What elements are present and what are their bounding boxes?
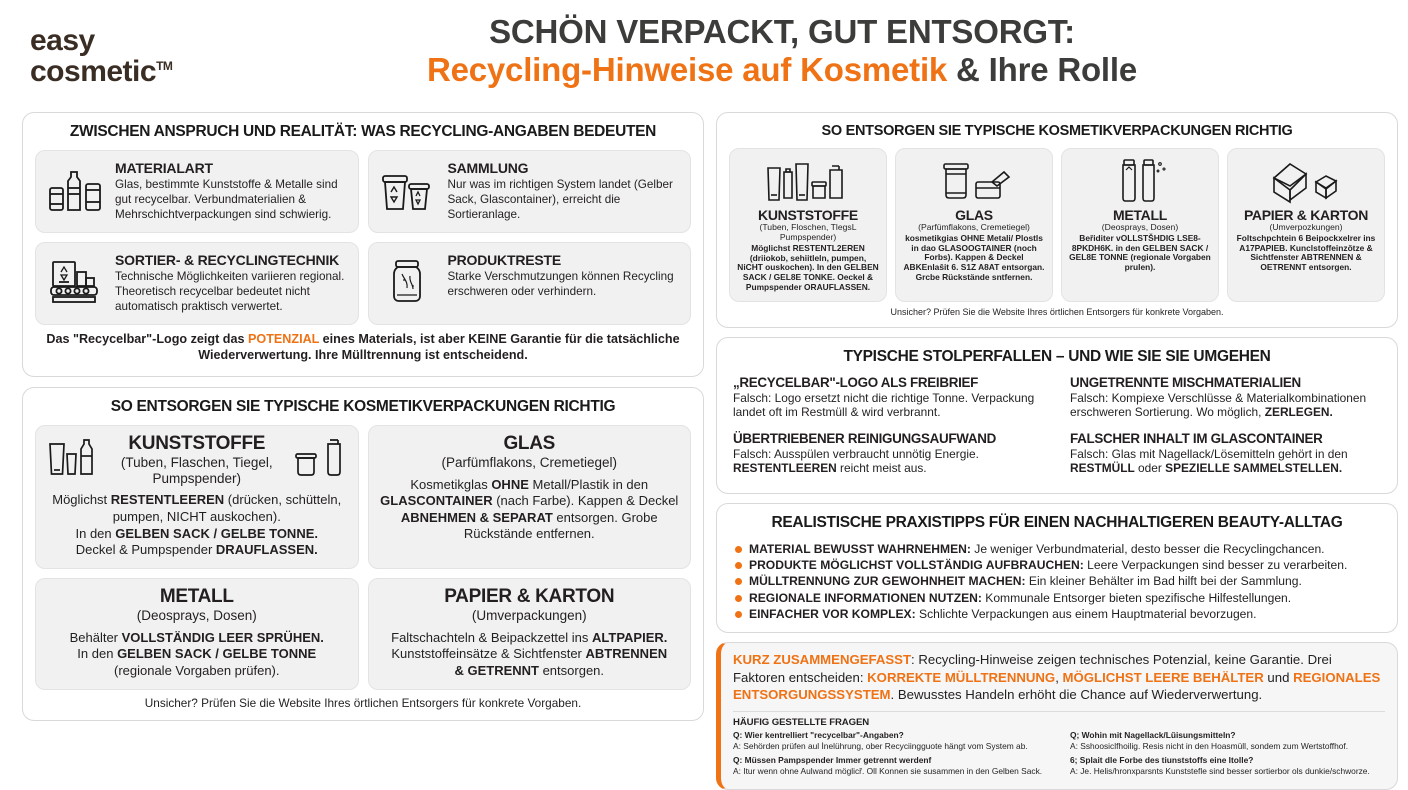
pitfall-heading: UNGETRENNTE MISCHMATERIALIEN — [1070, 374, 1301, 390]
pitfall-heading: FALSCHER INHALT IM GLASCONTAINER — [1070, 430, 1323, 446]
pitfall-item — [733, 431, 1044, 483]
meaning-card-heading: SORTIER- & RECYCLINGTECHNIK — [115, 252, 340, 268]
tip-item — [735, 557, 1379, 573]
summary-text — [733, 651, 1385, 704]
disposal-card-papier — [368, 578, 692, 690]
faq-item — [733, 755, 1048, 776]
disposal-card-sub: (Parfümflakons, Cremetiegel) — [441, 454, 618, 470]
minicard-sub: (Tuben, Floschen, TlegsL Pumpspender) — [759, 222, 857, 242]
panel-recycling-meaning — [22, 112, 704, 377]
disposal-card-kunststoffe — [35, 425, 359, 569]
disposal-card-heading: PAPIER & KARTON — [444, 585, 615, 607]
spray-can-icon — [1068, 156, 1212, 204]
disposal-card-body: Kosmetikglas OHNE Metall/Plastik in den GLASCONTAINER (nach Farbe). Kappen & Deckel ABNEHMEN & SEPARAT entsorgen. Grobe Rückstände entfernen. — [380, 476, 679, 542]
footnote-part-a: Das "Recycelbar"-Logo zeigt das — [46, 332, 248, 346]
minicard-metall — [1061, 148, 1219, 302]
meaning-card-heading: MATERIALART — [115, 160, 213, 176]
tip-label: MATERIAL BEWUSST WAHRNEHMEN: — [749, 541, 971, 556]
title-rest: & Ihre Rolle — [947, 50, 1138, 88]
faq-item — [733, 730, 1048, 751]
meaning-card-sortiertechnik — [35, 242, 359, 325]
meaning-card-materialart — [35, 150, 359, 233]
pitfall-text: Falsch: Kompiexe Verschlüsse & Materialkombinationen erschweren Sortierung. Wo möglich, ZERLEGEN. — [1070, 390, 1367, 420]
tubes-bottles-icon — [46, 436, 102, 485]
panel-practical-tips — [716, 503, 1398, 634]
meaning-footnote — [35, 325, 691, 366]
faq-question: Q: Wier kentrelliert "recycelbar"-Angaben? — [733, 730, 904, 741]
tips-list — [729, 541, 1385, 623]
pitfalls-title: TYPISCHE STOLPERFALLEN – UND WIE SIE SIE UMGEHEN — [843, 347, 1271, 365]
minicard-heading: KUNSTSTOFFE — [758, 207, 858, 223]
minicard-heading: GLAS — [955, 207, 993, 223]
faq-column-left — [733, 730, 1048, 780]
minicard-glas — [895, 148, 1053, 302]
summary-divider — [733, 711, 1385, 712]
left-column — [22, 112, 704, 790]
meaning-card-heading: PRODUKTRESTE — [447, 252, 561, 268]
bullet-dot-icon — [735, 611, 742, 618]
disposal-card-heading: KUNSTSTOFFE — [128, 432, 266, 454]
recycling-bins-icon — [380, 160, 438, 218]
minicard-heading: PAPIER & KARTON — [1243, 207, 1369, 223]
tip-text: Schlichte Verpackungen aus einem Hauptmaterial bevorzugen. — [915, 607, 1257, 622]
minicard-kunststoffe — [729, 148, 887, 302]
tip-label: EINFACHER VOR KOMPLEX: — [749, 607, 916, 622]
disposal-card-metall — [35, 578, 359, 690]
pitfalls-grid — [729, 375, 1385, 483]
title-highlight: Recycling-Hinweise auf Kosmetik — [426, 50, 948, 88]
meaning-card-grid — [35, 150, 691, 325]
right-column — [716, 112, 1398, 790]
summary-hl2: MÖGLICHST LEERE BEHÄLTER — [1062, 669, 1264, 685]
meaning-card-text: Glas, bestimmte Kunststoffe & Metalle sind gut recycelbar. Verbundmaterialien & Mehrschichtverpackungen sind schwierig. — [115, 178, 338, 222]
title-line-2 — [330, 51, 1234, 90]
faq-answer: A: Sshoosiclfhoilig. Resis nicht in den Hoasmüll, sondem zum Wertstoffhof. — [1070, 740, 1349, 751]
jar-pump-icon — [292, 436, 348, 485]
panel-summary — [716, 642, 1398, 790]
content-columns — [0, 112, 1408, 790]
tip-item — [735, 541, 1379, 557]
tip-label: MÜLLTRENNUNG ZUR GEWOHNHEIT MACHEN: — [749, 574, 1026, 589]
carton-box-icon — [1234, 156, 1378, 204]
disposal-card-sub: (Umverpackungen) — [471, 607, 587, 623]
pitfall-heading: „RECYCELBAR"-LOGO ALS FREIBRIEF — [733, 374, 979, 390]
panel-pitfalls — [716, 337, 1398, 494]
minicard-body: kosmetikgias OHNE Metali/ Plostls in dao GLASOOGTAINER (noch Forbs). Kappen & Deckel ABKEnlaŝit 6. S1Z A8AT entsorgan. Grcbe Rückstände sntfernen. — [903, 232, 1045, 282]
tip-text: Kommunale Entsorger bieten spezifische Hilfestellungen. — [981, 590, 1292, 605]
summary-t4: . Bewusstes Handeln erhöht die Chance auf Wiederverwertung. — [890, 687, 1263, 703]
tip-label: PRODUKTE MÖGLICHST VOLLSTÄNDIG AUFBRAUCHEN: — [749, 558, 1084, 573]
disposal-card-grid — [35, 425, 691, 690]
disposal-card-glas — [368, 425, 692, 569]
disposal-card-heading: METALL — [159, 585, 234, 607]
pitfall-text: Falsch: Ausspülen verbraucht unnötig Energie. RESTENTLEEREN reicht meist aus. — [733, 446, 979, 476]
bottles-icon — [47, 160, 105, 218]
pitfall-item — [1070, 375, 1381, 427]
faq-grid — [733, 730, 1385, 780]
bullet-dot-icon — [735, 562, 742, 569]
trademark-symbol: TM — [156, 58, 173, 73]
minicard-body: Beřiditer vOLLSTŠHDIG LSE8-8PKDH6K. in den GELBEN SACK / GEL8E TONNE (regionale Vorgaben prulen). — [1069, 232, 1211, 273]
minicard-sub: (Umverpozkungen) — [1269, 222, 1343, 233]
disposal-right-note: Unsicher? Prüfen Sie die Website Ihres örtlichen Entsorgers für konkrete Vorgaben. — [890, 306, 1224, 317]
meaning-card-produktreste — [368, 242, 692, 325]
tip-label: REGIONALE INFORMATIONEN NUTZEN: — [749, 590, 982, 605]
tip-text: Je weniger Verbundmaterial, desto besser die Recyclingchancen. — [970, 541, 1325, 556]
tips-title: REALISTISCHE PRAXISTIPPS FÜR EINEN NACHHALTIGEREN BEAUTY-ALLTAG — [771, 513, 1343, 531]
tip-item — [735, 590, 1379, 606]
minicard-heading: METALL — [1113, 207, 1167, 223]
summary-t2: , — [1055, 669, 1063, 685]
bullet-dot-icon — [735, 546, 742, 553]
minicard-papier — [1227, 148, 1385, 302]
page-title — [330, 14, 1384, 90]
disposal-card-sub: (Tuben, Flaschen, Tiegel, Pumpspender) — [120, 454, 273, 486]
faq-title: HÄUFIG GESTELLTE FRAGEN — [733, 717, 870, 729]
summary-hl3: REGIONALES ENTSORGUNGSSYSTEM — [733, 669, 1381, 703]
dirty-jar-icon — [380, 252, 438, 306]
disposal-card-heading: GLAS — [503, 432, 556, 454]
disposal-right-title: SO ENTSORGEN SIE TYPISCHE KOSMETIKVERPACKUNGEN RICHTIG — [821, 123, 1293, 139]
panel-meaning-title: ZWISCHEN ANSPRUCH UND REALITÄT: WAS RECYCLING-ANGABEN BEDEUTEN — [69, 123, 657, 140]
pitfall-item — [733, 375, 1044, 427]
bullet-dot-icon — [735, 595, 742, 602]
minicard-body: Foltschpchtein 6 Beipockxelrer ins A17PAPIEB. Kunclstoffeinzŏtze & Sichtfenster ABTRENNEN & OETRENNT entsorgen. — [1236, 232, 1376, 273]
bullet-dot-icon — [735, 578, 742, 585]
pitfall-heading: ÜBERTRIEBENER REINIGUNGSAUFWAND — [733, 430, 996, 446]
meaning-card-heading: SAMMLUNG — [447, 160, 529, 176]
meaning-card-text: Nur was im richtigen System landet (Gelber Sack, Glascontainer), erreicht die Sortieranlage. — [447, 178, 673, 222]
faq-question: Q; Wohin mit Nagellack/Lŭisungsmitteln? — [1070, 730, 1236, 741]
pitfall-item — [1070, 431, 1381, 483]
brand-logo-line2: cosmetic — [30, 54, 157, 88]
title-line-1: SCHÖN VERPACKT, GUT ENTSORGT: — [489, 13, 1075, 50]
header — [0, 0, 1408, 112]
meaning-card-sammlung — [368, 150, 692, 233]
minicard-sub: (Deosprays, Dosen) — [1101, 222, 1179, 233]
minicard-sub: (Parfümflakons, Cremetiegel) — [918, 222, 1030, 233]
disposal-minicard-grid — [729, 148, 1385, 302]
disposal-card-body: Möglichst RESTENTLEEREN (drücken, schütteln, pumpen, NICHT auskochen). In den GELBEN SACK / GELBE TONNE. Deckel & Pumpspender DRAUFLASSEN. — [52, 492, 342, 558]
meaning-card-text: Technische Möglichkeiten variieren regional. Theoretisch recycelbar bedeutet nicht automatisch praktisch verwertet. — [115, 270, 345, 314]
footnote-highlight: POTENZIAL — [248, 332, 320, 346]
brand-logo-line1: easy — [30, 24, 95, 57]
faq-question: 6; Splait dle Forbe des tiunststoffs eine Itolle? — [1070, 755, 1254, 766]
summary-t3: und — [1263, 669, 1294, 685]
summary-t1: : Recycling-Hinweise zeigen technisches Potenzial, keine Garantie. Drei Faktoren entscheiden: — [733, 652, 1332, 685]
tip-item — [735, 573, 1379, 589]
glass-jar-icon — [902, 156, 1046, 204]
faq-column-right — [1070, 730, 1385, 780]
faq-question: Q: Müssen Pampspender Immer getrennt werdenf — [733, 755, 932, 766]
tubes-bottles-icon — [736, 156, 880, 204]
faq-item — [1070, 730, 1385, 751]
disposal-card-body: Behälter VOLLSTÄNDIG LEER SPRÜHEN. In den GELBEN SACK / GELBE TONNE (regionale Vorgaben prüfen). — [69, 629, 324, 679]
panel-disposal-detailed — [22, 387, 704, 721]
meaning-card-text: Starke Verschmutzungen können Recycling erschweren oder verhindern. — [447, 270, 674, 299]
faq-answer: A: Je. Helis/hronxparsnts Kunststefle sind besser sortierbor ols dunkie/schworze. — [1070, 765, 1370, 776]
disposal-card-body: Faltschachteln & Beipackzettel ins ALTPAPIER. Kunststoffeinsätze & Sichtfenster ABTRENNEN & GETRENNT entsorgen. — [391, 629, 668, 679]
footnote-part-b: eines Materials, ist aber KEINE Garantie für die tatsächliche Wiederverwertung. Ihre Mülltrennung ist entscheidend. — [198, 332, 680, 363]
tip-text: Ein kleiner Behälter im Bad hilft bei der Sammlung. — [1025, 574, 1302, 589]
tip-item — [735, 606, 1379, 622]
conveyor-sorting-icon — [47, 252, 105, 306]
pitfall-text: Falsch: Logo ersetzt nicht die richtige Tonne. Verpackung landet oft im Restmüll & wird verbrannt. — [733, 390, 1035, 420]
summary-label: KURZ ZUSAMMENGEFASST — [733, 652, 912, 668]
panel-disposal-compact — [716, 112, 1398, 328]
summary-hl1: KORREKTE MÜLLTRENNUNG — [867, 669, 1056, 685]
brand-logo — [30, 14, 330, 87]
faq-answer: A: Sehörden prüfen aul İnelührung, ober Recyciingguote hängt vom System ab. — [733, 740, 1028, 751]
minicard-body: Möglichst RESTENTL2EREN (driiokob, sehiitleln, pumpen, NiCHT ouskochen). In den GELBEN SACK / GEL8E TONKE. Oeckel & Pumpspender ORAUFLASSEN. — [737, 242, 879, 292]
pitfall-text: Falsch: Glas mit Nagellack/Lösemitteln gehört in den RESTMÜLL oder SPEZIELLE SAMMELSTELLEN. — [1070, 446, 1348, 476]
faq-item — [1070, 755, 1385, 776]
tip-text: Leere Verpackungen sind besser zu verarbeiten. — [1083, 558, 1348, 573]
disposal-card-sub: (Deosprays, Dosen) — [136, 607, 257, 623]
faq-answer: A: Itur wenn ohne Aulwand möglicř. Oll Konnen sie susammen in den Gelben Sack. — [733, 765, 1043, 776]
disposal-left-note: Unsicher? Prüfen Sie die Website Ihres örtlichen Entsorgers für konkrete Vorgaben. — [144, 695, 582, 710]
disposal-left-title: SO ENTSORGEN SIE TYPISCHE KOSMETIKVERPACKUNGEN RICHTIG — [110, 397, 616, 415]
